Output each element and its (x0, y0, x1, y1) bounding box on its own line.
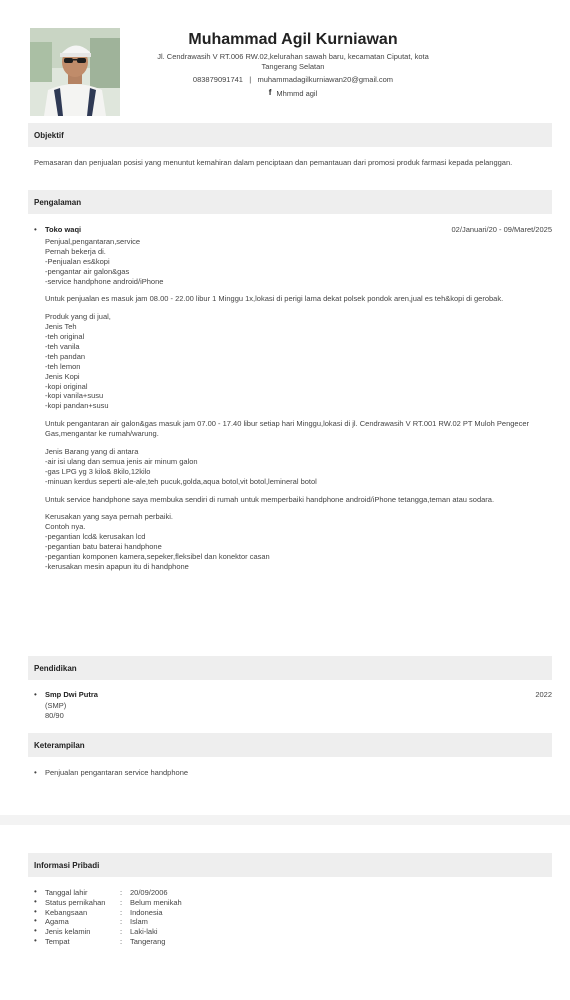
email-address: muhammadagilkurniawan20@gmail.com (257, 74, 394, 84)
section-experience (28, 190, 552, 214)
experience-line: -service handphone android/iPhone (45, 276, 164, 286)
personal-info-colon: : (120, 888, 123, 897)
experience-line: -teh pandan (45, 351, 86, 361)
experience-line: Penjual,pengantaran,service (45, 237, 141, 246)
bullet: • (34, 906, 37, 916)
address-line-2: Tangerang Selatan (261, 61, 325, 71)
experience-line: -Penjualan es&kopi (45, 256, 110, 266)
education-entry (34, 690, 552, 721)
skill-text: Penjualan pengantaran service handphone (45, 768, 189, 777)
skill-item (34, 768, 552, 778)
profile-photo (30, 28, 120, 116)
social-line (128, 88, 458, 98)
page-gap (0, 815, 570, 825)
experience-line: -air isi ulang dan semua jenis air minum galon (45, 456, 198, 466)
section-education (28, 656, 552, 680)
experience-line: -teh vanila (45, 342, 80, 352)
personal-info-value: Tangerang (130, 936, 166, 946)
experience-line: Produk yang di jual, (45, 312, 111, 322)
personal-info-row (34, 908, 334, 918)
bullet: • (34, 935, 37, 945)
experience-line: Jenis Kopi (45, 371, 80, 381)
personal-info-key: Agama (45, 917, 69, 927)
experience-line: -kerusakan mesin apapun itu di handphone (45, 561, 189, 571)
experience-paragraph (45, 312, 552, 411)
personal-info-value: Laki-laki (130, 927, 158, 937)
resume-header (28, 26, 548, 118)
bullet: • (34, 896, 37, 906)
experience-line: Jenis Teh (45, 322, 77, 332)
personal-info-colon: : (120, 897, 123, 907)
experience-line: -kopi pandan+susu (45, 401, 109, 411)
experience-line: -teh lemon (45, 361, 81, 371)
section-skills (28, 733, 552, 757)
personal-info-value: Indonesia (130, 907, 163, 917)
personal-info-key: Jenis kelamin (45, 927, 91, 937)
social-handle: Mhmmd agil (276, 88, 318, 98)
personal-info-list (34, 888, 334, 947)
experience-line: -kopi vanila+susu (45, 391, 104, 401)
experience-entry-header (34, 225, 552, 236)
experience-date: 02/Januari/20 - 09/Maret/2025 (451, 225, 552, 234)
bullet: • (34, 768, 37, 777)
experience-line: -pegantian batu baterai handphone (45, 542, 162, 552)
section-title-objective: Objektif (34, 131, 64, 140)
header-info (128, 28, 458, 99)
experience-line: Pernah bekerja di. (45, 246, 106, 256)
experience-entry (34, 225, 552, 580)
profile-photo-illustration (30, 28, 120, 116)
experience-line: -minuan kerdus seperti ale-ale,teh pucuk,golda,aqua botol,vit botol,lemineral botol (45, 476, 317, 486)
experience-line: -kopi original (45, 381, 88, 391)
personal-info-colon: : (120, 936, 123, 946)
personal-info-key: Tempat (45, 936, 70, 946)
address (128, 52, 458, 72)
personal-info-row (34, 888, 334, 898)
experience-paragraph (45, 512, 552, 571)
section-title-education: Pendidikan (34, 664, 77, 673)
section-title-skills: Keterampilan (34, 741, 85, 750)
education-year: 2022 (535, 690, 552, 699)
experience-line: Contoh nya. (45, 522, 86, 532)
address-line-1: Jl. Cendrawasih V RT.006 RW.02,kelurahan sawah baru, kecamatan Ciputat, kota (157, 52, 429, 62)
experience-description (45, 237, 552, 572)
education-score: 80/90 (45, 710, 64, 720)
personal-info-key: Tanggal lahir (45, 888, 88, 897)
skills-list (34, 768, 552, 778)
experience-line: -pengantar air galon&gas (45, 266, 130, 276)
personal-info-value: Islam (130, 917, 148, 927)
experience-line: -gas LPG yg 3 kilo& 8kilo,12kilo (45, 466, 151, 476)
education-level: (SMP) (45, 701, 67, 710)
education-school: Smp Dwi Putra (45, 690, 98, 699)
personal-info-key: Kebangsaan (45, 907, 88, 917)
experience-line: Untuk service handphone saya membuka sendiri di rumah untuk memperbaiki handphone android/iPhone tetangga,teman atau sodara. (45, 494, 495, 504)
personal-info-row (34, 937, 334, 947)
personal-info-row (34, 927, 334, 937)
full-name: Muhammad Agil Kurniawan (188, 31, 398, 48)
bullet: • (34, 225, 37, 234)
personal-info-colon: : (120, 917, 123, 927)
experience-line: Kerusakan yang saya pernah perbaiki. (45, 512, 173, 522)
personal-info-row (34, 917, 334, 927)
phone-number: 083879091741 (192, 74, 243, 84)
experience-paragraph (45, 447, 552, 487)
facebook-icon: f (268, 88, 272, 98)
experience-paragraph (45, 495, 552, 505)
personal-info-value: Belum menikah (130, 897, 182, 907)
bullet: • (34, 690, 37, 699)
experience-line: -pegantian lcd& kerusakan lcd (45, 532, 146, 542)
experience-paragraph (45, 237, 552, 286)
experience-line: Jenis Barang yang di antara (45, 447, 139, 457)
contact-line (128, 75, 458, 85)
bullet: • (34, 926, 37, 936)
experience-line: Untuk pengantaran air galon&gas masuk jam 07.00 - 17.40 libur setiap hari Minggu,lokasi di jl. Cendrawasih V RT.001 RW.02 PT Muloh Pengecer Gas,mengantar ke rumah/warung. (45, 419, 530, 439)
personal-info-colon: : (120, 927, 123, 937)
section-objective (28, 123, 552, 147)
bullet: • (34, 916, 37, 926)
experience-paragraph (45, 294, 552, 304)
section-personal (28, 853, 552, 877)
contact-separator: | (249, 74, 252, 84)
experience-line: Untuk penjualan es masuk jam 08.00 - 22.00 libur 1 Minggu 1x,lokasi di perigi lama dekat polsek pondok aren,jual es teh&kopi di gerobak. (45, 294, 504, 304)
bullet: • (34, 887, 37, 896)
experience-line: -pegantian komponen kamera,sepeker,fleksibel dan konektor casan (45, 552, 270, 562)
personal-info-value: 20/09/2006 (130, 888, 168, 897)
personal-info-key: Status pernikahan (45, 897, 106, 907)
section-title-experience: Pengalaman (34, 198, 82, 207)
experience-paragraph (45, 419, 552, 439)
experience-title: Toko waqi (45, 225, 82, 234)
personal-info-row (34, 898, 334, 908)
education-entry-header (34, 690, 552, 701)
section-title-personal: Informasi Pribadi (34, 861, 100, 870)
experience-line: -teh original (45, 332, 85, 342)
personal-info-colon: : (120, 907, 123, 917)
objective-text: Pemasaran dan penjualan posisi yang menuntut kemahiran dalam penciptaan dan pemantauan dari promosi produk farmasi kepada pelanggan. (34, 158, 513, 167)
